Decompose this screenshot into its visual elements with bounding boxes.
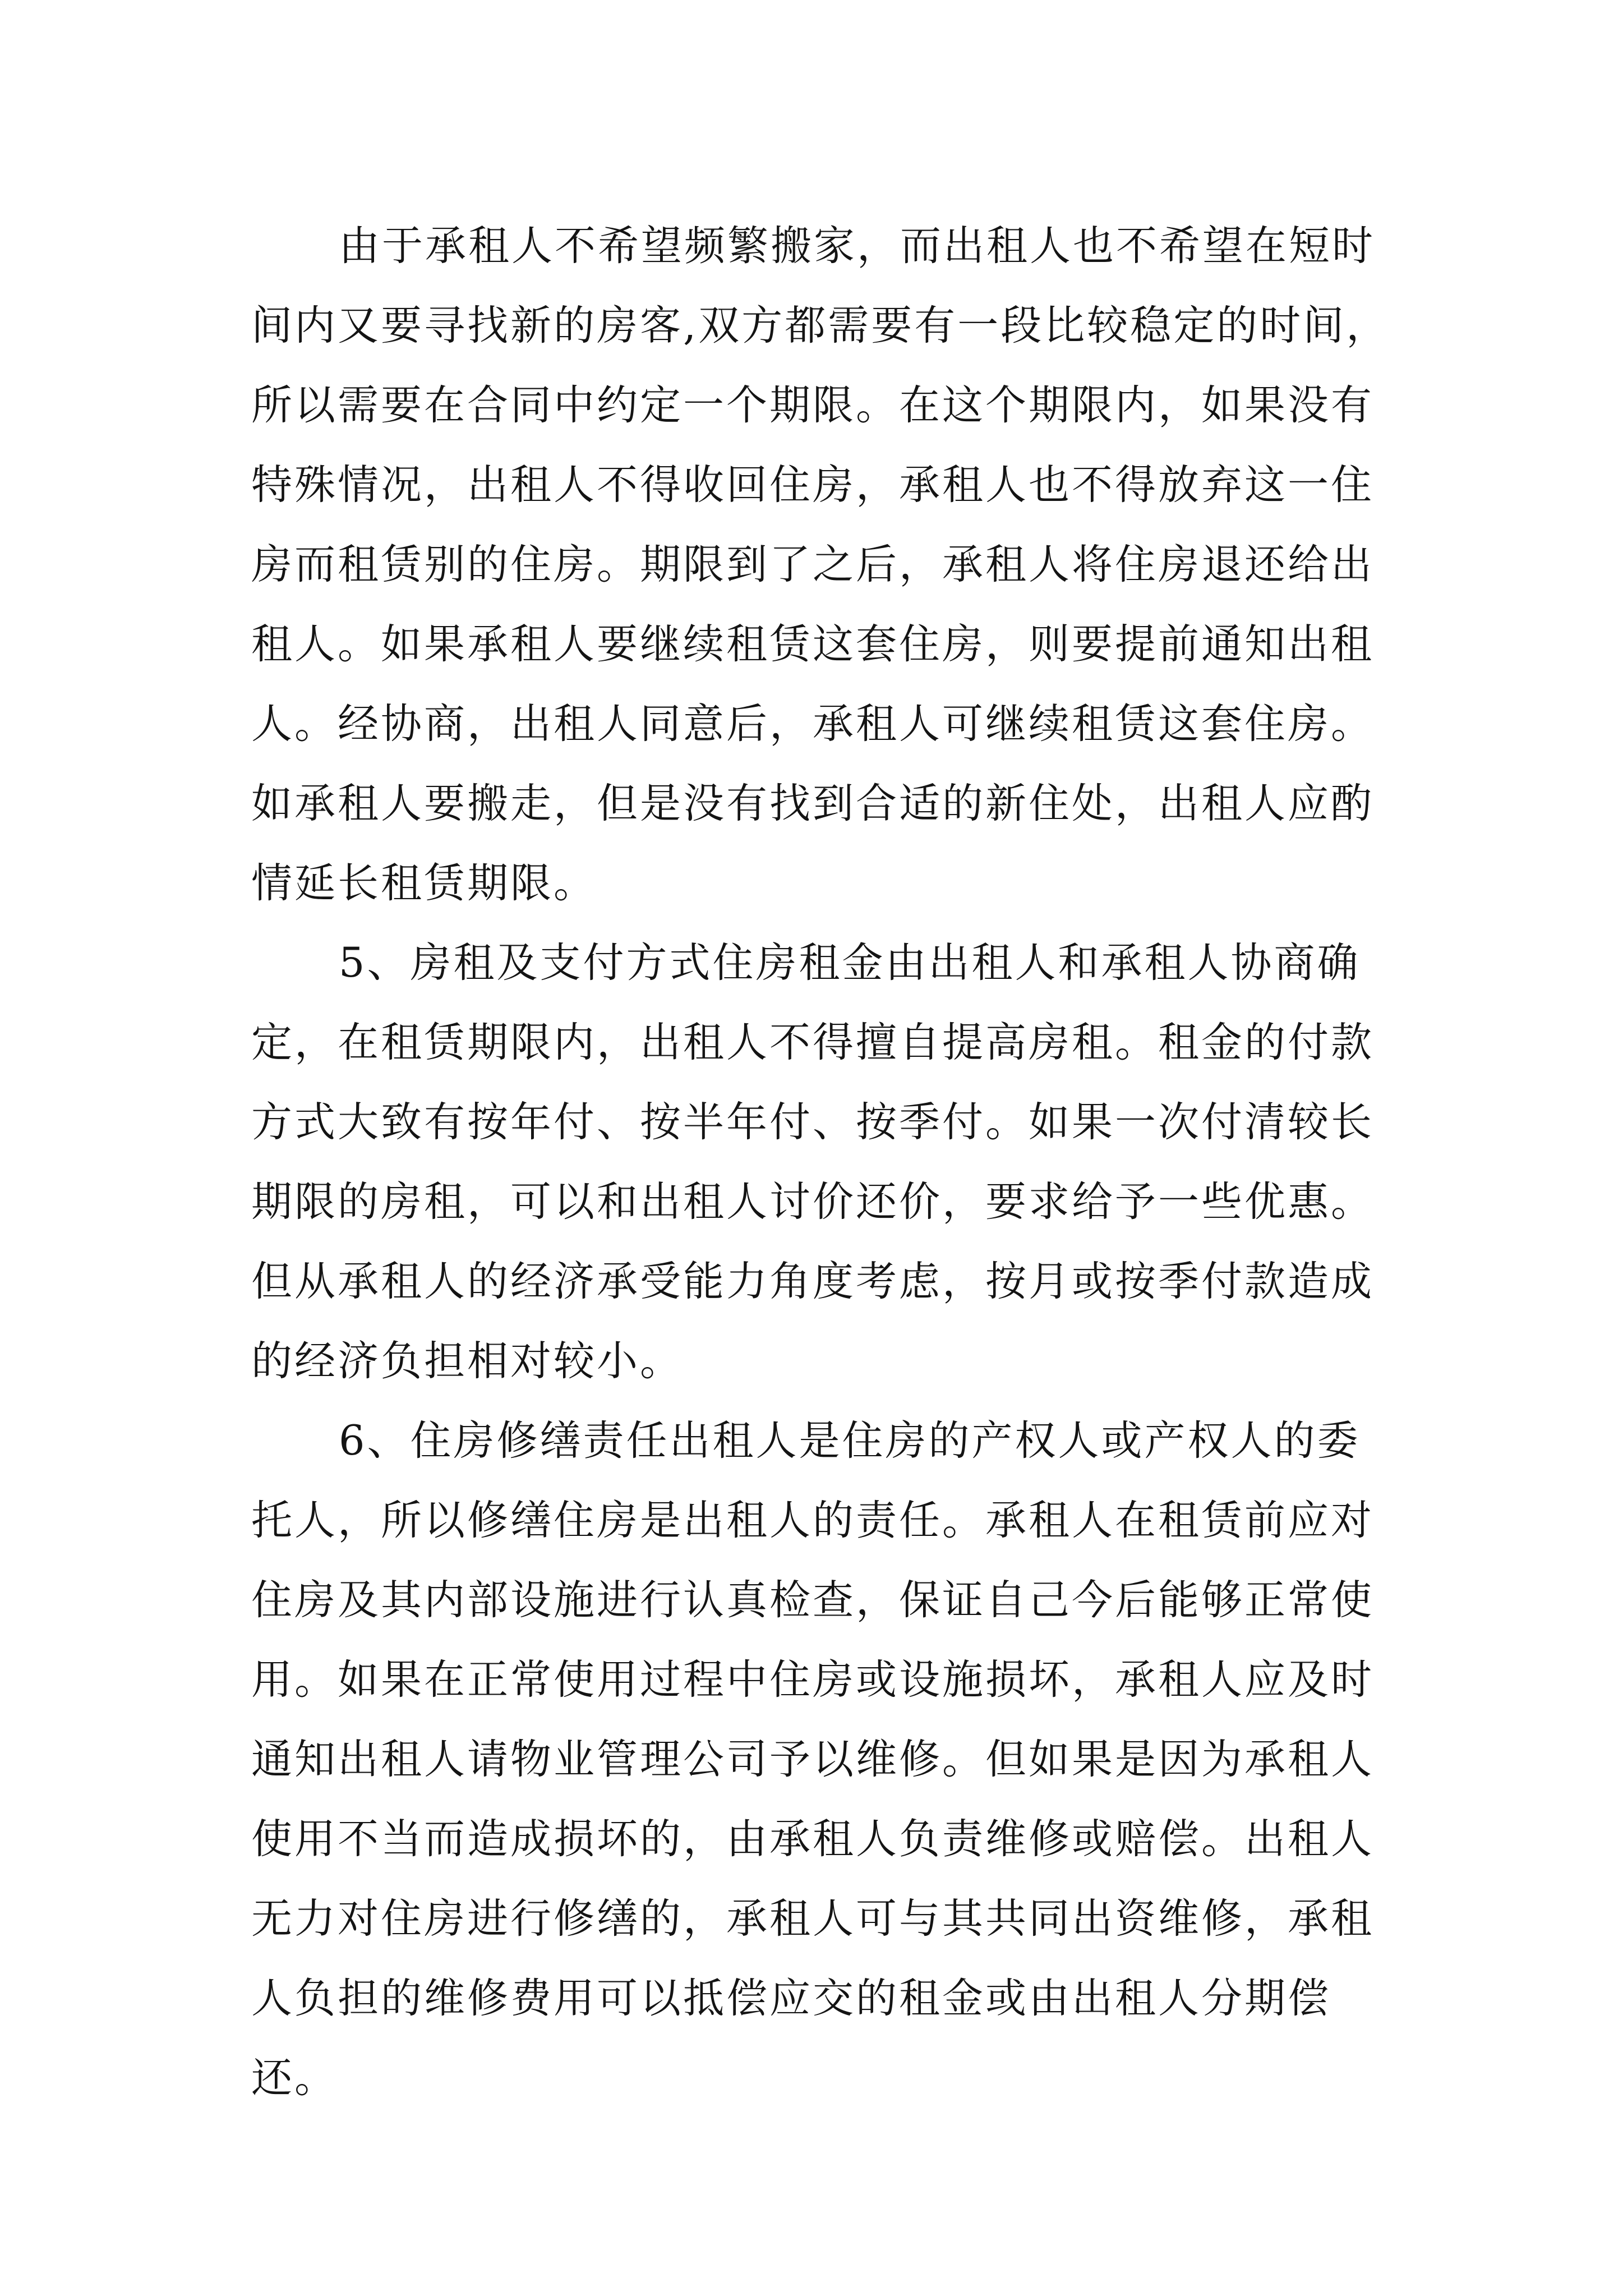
text-line: 租人。如果承租人要继续租赁这套住房，则要提前通知出租 [251, 620, 1374, 668]
text-line: 托人，所以修缮住房是出租人的责任。承租人在租赁前应对 [251, 1497, 1374, 1544]
text-line: 人。经协商，出租人同意后，承租人可继续租赁这套住房。 [251, 700, 1374, 748]
text-line: 住房及其内部设施进行认真检查，保证自己今后能够正常使 [251, 1576, 1374, 1624]
paragraph-repair-responsibility [251, 1401, 1429, 2118]
text-line: 特殊情况，出租人不得收回住房，承租人也不得放弃这一住 [251, 461, 1374, 509]
text-line: 如承租人要搬走，但是没有找到合适的新住处，出租人应酌 [251, 780, 1374, 827]
text-line: 的经济负担相对较小。 [251, 1337, 683, 1385]
text-line: 使用不当而造成损坏的，由承租人负责维修或赔偿。出租人 [251, 1815, 1374, 1863]
text-line: 由于承租人不希望频繁搬家，而出租人也不希望在短时 [339, 222, 1375, 270]
paragraph-lease-term [251, 206, 1429, 923]
text-line: 通知出租人请物业管理公司予以维修。但如果是因为承租人 [251, 1736, 1374, 1783]
text-line: 用。如果在正常使用过程中住房或设施损坏，承租人应及时 [251, 1656, 1374, 1704]
text-line: 但从承租人的经济承受能力角度考虑，按月或按季付款造成 [251, 1258, 1374, 1305]
text-line: 无力对住房进行修缮的，承租人可与其共同出资维修，承租 [251, 1895, 1374, 1943]
text-line: 5、房租及支付方式住房租金由出租人和承租人协商确 [339, 939, 1361, 987]
paragraph-rent-payment [251, 923, 1429, 1401]
text-line: 情延长租赁期限。 [251, 859, 597, 907]
document-body [251, 206, 1429, 2118]
text-line: 人负担的维修费用可以抵偿应交的租金或由出租人分期偿 [251, 1975, 1331, 2022]
text-line: 间内又要寻找新的房客,双方都需要有一段比较稳定的时间， [251, 302, 1390, 349]
text-line: 期限的房租，可以和出租人讨价还价，要求给予一些优惠。 [251, 1178, 1374, 1226]
text-line: 定，在租赁期限内，出租人不得擅自提高房租。租金的付款 [251, 1019, 1374, 1066]
text-line: 所以需要在合同中约定一个期限。在这个期限内，如果没有 [251, 381, 1374, 429]
text-line: 还。 [251, 2054, 338, 2102]
text-line: 房而租赁别的住房。期限到了之后，承租人将住房退还给出 [251, 541, 1374, 588]
text-line: 6、住房修缮责任出租人是住房的产权人或产权人的委 [339, 1417, 1361, 1465]
text-line: 方式大致有按年付、按半年付、按季付。如果一次付清较长 [251, 1098, 1374, 1146]
